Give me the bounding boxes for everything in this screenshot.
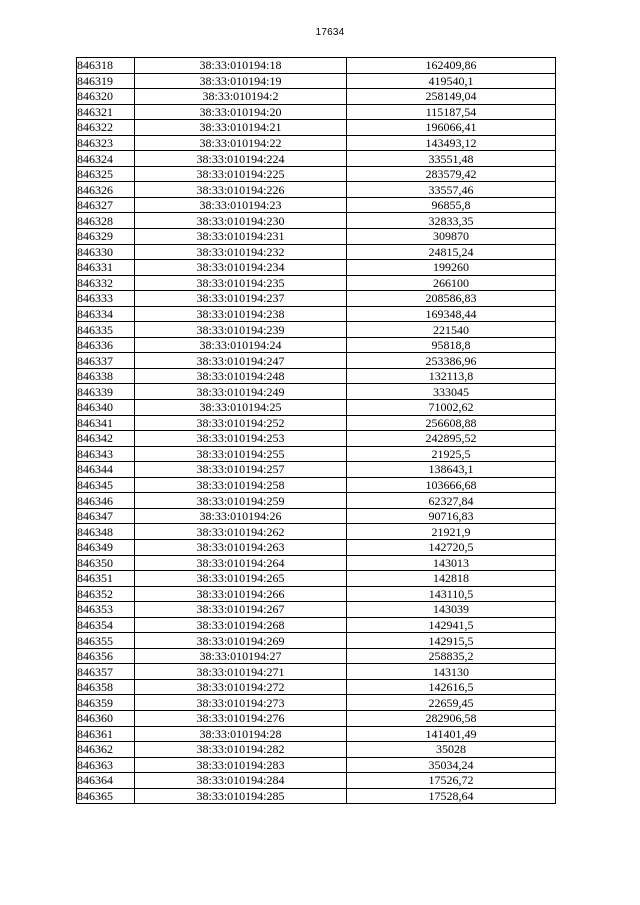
cadastral-number-cell: 38:33:010194:271 (135, 664, 347, 680)
cadastral-number-cell: 38:33:010194:248 (135, 368, 347, 384)
table-row (77, 679, 556, 695)
cadastral-value-cell: 242895,52 (347, 431, 556, 447)
row-number-cell: 846343 (77, 446, 135, 462)
row-number-cell: 846327 (77, 197, 135, 213)
cadastral-value-cell: 21921,9 (347, 524, 556, 540)
cadastral-number-cell: 38:33:010194:283 (135, 757, 347, 773)
cadastral-value-cell: 258835,2 (347, 648, 556, 664)
row-number-cell: 846331 (77, 260, 135, 276)
cadastral-number-cell: 38:33:010194:19 (135, 73, 347, 89)
cadastral-number-cell: 38:33:010194:266 (135, 586, 347, 602)
cadastral-value-cell: 143039 (347, 602, 556, 618)
table-row (77, 260, 556, 276)
cadastral-number-cell: 38:33:010194:237 (135, 291, 347, 307)
cadastral-value-cell: 282906,58 (347, 710, 556, 726)
row-number-cell: 846330 (77, 244, 135, 260)
cadastral-value-cell: 143110,5 (347, 586, 556, 602)
row-number-cell: 846344 (77, 462, 135, 478)
row-number-cell: 846346 (77, 493, 135, 509)
table-row (77, 368, 556, 384)
cadastral-number-cell: 38:33:010194:273 (135, 695, 347, 711)
cadastral-number-cell: 38:33:010194:253 (135, 431, 347, 447)
table-row (77, 229, 556, 245)
cadastral-value-cell: 35028 (347, 742, 556, 758)
cadastral-number-cell: 38:33:010194:285 (135, 788, 347, 804)
cadastral-number-cell: 38:33:010194:225 (135, 166, 347, 182)
row-number-cell: 846364 (77, 773, 135, 789)
table-row (77, 726, 556, 742)
table-row (77, 244, 556, 260)
row-number-cell: 846363 (77, 757, 135, 773)
cadastral-value-table (76, 57, 556, 804)
row-number-cell: 846360 (77, 710, 135, 726)
cadastral-value-cell: 208586,83 (347, 291, 556, 307)
row-number-cell: 846340 (77, 400, 135, 416)
table-row (77, 555, 556, 571)
table-row (77, 135, 556, 151)
row-number-cell: 846357 (77, 664, 135, 680)
cadastral-number-cell: 38:33:010194:258 (135, 477, 347, 493)
cadastral-number-cell: 38:33:010194:27 (135, 648, 347, 664)
cadastral-number-cell: 38:33:010194:21 (135, 120, 347, 136)
cadastral-value-cell: 142818 (347, 571, 556, 587)
cadastral-value-cell: 17528,64 (347, 788, 556, 804)
cadastral-number-cell: 38:33:010194:238 (135, 306, 347, 322)
cadastral-value-cell: 132113,8 (347, 368, 556, 384)
cadastral-number-cell: 38:33:010194:28 (135, 726, 347, 742)
row-number-cell: 846332 (77, 275, 135, 291)
row-number-cell: 846319 (77, 73, 135, 89)
cadastral-number-cell: 38:33:010194:268 (135, 617, 347, 633)
row-number-cell: 846361 (77, 726, 135, 742)
cadastral-value-cell: 199260 (347, 260, 556, 276)
table-row (77, 602, 556, 618)
row-number-cell: 846351 (77, 571, 135, 587)
cadastral-number-cell: 38:33:010194:232 (135, 244, 347, 260)
cadastral-value-cell: 138643,1 (347, 462, 556, 478)
cadastral-value-cell: 71002,62 (347, 400, 556, 416)
table-body (77, 58, 556, 804)
cadastral-value-cell: 115187,54 (347, 104, 556, 120)
cadastral-value-cell: 96855,8 (347, 197, 556, 213)
table-row (77, 384, 556, 400)
table-row (77, 539, 556, 555)
row-number-cell: 846348 (77, 524, 135, 540)
table-row (77, 788, 556, 804)
cadastral-value-cell: 22659,45 (347, 695, 556, 711)
cadastral-value-cell: 196066,41 (347, 120, 556, 136)
cadastral-number-cell: 38:33:010194:2 (135, 89, 347, 105)
table-row (77, 415, 556, 431)
cadastral-number-cell: 38:33:010194:259 (135, 493, 347, 509)
table-row (77, 710, 556, 726)
cadastral-number-cell: 38:33:010194:20 (135, 104, 347, 120)
cadastral-number-cell: 38:33:010194:257 (135, 462, 347, 478)
row-number-cell: 846321 (77, 104, 135, 120)
table-row (77, 493, 556, 509)
row-number-cell: 846352 (77, 586, 135, 602)
cadastral-value-cell: 24815,24 (347, 244, 556, 260)
cadastral-number-cell: 38:33:010194:272 (135, 679, 347, 695)
table-row (77, 337, 556, 353)
cadastral-number-cell: 38:33:010194:226 (135, 182, 347, 198)
cadastral-value-cell: 17526,72 (347, 773, 556, 789)
cadastral-number-cell: 38:33:010194:224 (135, 151, 347, 167)
table-row (77, 648, 556, 664)
cadastral-value-cell: 169348,44 (347, 306, 556, 322)
row-number-cell: 846336 (77, 337, 135, 353)
row-number-cell: 846349 (77, 539, 135, 555)
cadastral-number-cell: 38:33:010194:239 (135, 322, 347, 338)
cadastral-value-cell: 419540,1 (347, 73, 556, 89)
cadastral-value-cell: 266100 (347, 275, 556, 291)
cadastral-value-cell: 142941,5 (347, 617, 556, 633)
table-row (77, 306, 556, 322)
row-number-cell: 846358 (77, 679, 135, 695)
table-row (77, 508, 556, 524)
cadastral-number-cell: 38:33:010194:284 (135, 773, 347, 789)
table-row (77, 462, 556, 478)
row-number-cell: 846320 (77, 89, 135, 105)
table-row (77, 213, 556, 229)
table-row (77, 322, 556, 338)
cadastral-value-cell: 142720,5 (347, 539, 556, 555)
row-number-cell: 846323 (77, 135, 135, 151)
cadastral-value-cell: 143013 (347, 555, 556, 571)
cadastral-value-cell: 256608,88 (347, 415, 556, 431)
cadastral-number-cell: 38:33:010194:235 (135, 275, 347, 291)
row-number-cell: 846318 (77, 58, 135, 74)
cadastral-value-cell: 221540 (347, 322, 556, 338)
row-number-cell: 846338 (77, 368, 135, 384)
row-number-cell: 846347 (77, 508, 135, 524)
row-number-cell: 846341 (77, 415, 135, 431)
cadastral-number-cell: 38:33:010194:26 (135, 508, 347, 524)
table-row (77, 477, 556, 493)
cadastral-number-cell: 38:33:010194:252 (135, 415, 347, 431)
cadastral-number-cell: 38:33:010194:262 (135, 524, 347, 540)
table-row (77, 431, 556, 447)
cadastral-value-cell: 142616,5 (347, 679, 556, 695)
row-number-cell: 846359 (77, 695, 135, 711)
cadastral-value-cell: 62327,84 (347, 493, 556, 509)
cadastral-number-cell: 38:33:010194:234 (135, 260, 347, 276)
cadastral-number-cell: 38:33:010194:282 (135, 742, 347, 758)
row-number-cell: 846362 (77, 742, 135, 758)
cadastral-value-cell: 103666,68 (347, 477, 556, 493)
table-row (77, 182, 556, 198)
cadastral-number-cell: 38:33:010194:265 (135, 571, 347, 587)
table-row (77, 151, 556, 167)
cadastral-value-cell: 333045 (347, 384, 556, 400)
cadastral-value-cell: 32833,35 (347, 213, 556, 229)
cadastral-value-cell: 309870 (347, 229, 556, 245)
cadastral-number-cell: 38:33:010194:231 (135, 229, 347, 245)
cadastral-number-cell: 38:33:010194:24 (135, 337, 347, 353)
cadastral-value-cell: 258149,04 (347, 89, 556, 105)
cadastral-number-cell: 38:33:010194:22 (135, 135, 347, 151)
table-row (77, 291, 556, 307)
table-row (77, 664, 556, 680)
cadastral-value-cell: 283579,42 (347, 166, 556, 182)
row-number-cell: 846353 (77, 602, 135, 618)
cadastral-value-cell: 33557,46 (347, 182, 556, 198)
table-row (77, 275, 556, 291)
table-row (77, 757, 556, 773)
cadastral-value-cell: 141401,49 (347, 726, 556, 742)
row-number-cell: 846324 (77, 151, 135, 167)
table-row (77, 353, 556, 369)
cadastral-value-cell: 143130 (347, 664, 556, 680)
cadastral-number-cell: 38:33:010194:255 (135, 446, 347, 462)
table-row (77, 633, 556, 649)
cadastral-number-cell: 38:33:010194:23 (135, 197, 347, 213)
cadastral-value-cell: 90716,83 (347, 508, 556, 524)
row-number-cell: 846329 (77, 229, 135, 245)
row-number-cell: 846325 (77, 166, 135, 182)
cadastral-value-cell: 162409,86 (347, 58, 556, 74)
table-row (77, 586, 556, 602)
row-number-cell: 846335 (77, 322, 135, 338)
row-number-cell: 846328 (77, 213, 135, 229)
row-number-cell: 846337 (77, 353, 135, 369)
table-row (77, 197, 556, 213)
table-row (77, 446, 556, 462)
page-number: 17634 (315, 27, 345, 38)
cadastral-value-cell: 33551,48 (347, 151, 556, 167)
cadastral-number-cell: 38:33:010194:18 (135, 58, 347, 74)
cadastral-value-cell: 143493,12 (347, 135, 556, 151)
row-number-cell: 846326 (77, 182, 135, 198)
cadastral-number-cell: 38:33:010194:263 (135, 539, 347, 555)
table-row (77, 571, 556, 587)
row-number-cell: 846339 (77, 384, 135, 400)
cadastral-number-cell: 38:33:010194:269 (135, 633, 347, 649)
row-number-cell: 846350 (77, 555, 135, 571)
row-number-cell: 846354 (77, 617, 135, 633)
table-row (77, 120, 556, 136)
row-number-cell: 846334 (77, 306, 135, 322)
table-row (77, 89, 556, 105)
table-row (77, 695, 556, 711)
cadastral-number-cell: 38:33:010194:276 (135, 710, 347, 726)
table-row (77, 73, 556, 89)
row-number-cell: 846333 (77, 291, 135, 307)
table-row (77, 400, 556, 416)
cadastral-number-cell: 38:33:010194:264 (135, 555, 347, 571)
row-number-cell: 846355 (77, 633, 135, 649)
table-row (77, 166, 556, 182)
cadastral-value-cell: 253386,96 (347, 353, 556, 369)
table-row (77, 773, 556, 789)
row-number-cell: 846356 (77, 648, 135, 664)
table-row (77, 58, 556, 74)
cadastral-number-cell: 38:33:010194:247 (135, 353, 347, 369)
cadastral-number-cell: 38:33:010194:267 (135, 602, 347, 618)
row-number-cell: 846345 (77, 477, 135, 493)
cadastral-value-cell: 95818,8 (347, 337, 556, 353)
cadastral-value-cell: 142915,5 (347, 633, 556, 649)
row-number-cell: 846322 (77, 120, 135, 136)
cadastral-number-cell: 38:33:010194:230 (135, 213, 347, 229)
cadastral-value-cell: 21925,5 (347, 446, 556, 462)
table-row (77, 617, 556, 633)
table-row (77, 742, 556, 758)
row-number-cell: 846342 (77, 431, 135, 447)
cadastral-number-cell: 38:33:010194:25 (135, 400, 347, 416)
table-row (77, 524, 556, 540)
row-number-cell: 846365 (77, 788, 135, 804)
cadastral-number-cell: 38:33:010194:249 (135, 384, 347, 400)
cadastral-value-cell: 35034,24 (347, 757, 556, 773)
table-row (77, 104, 556, 120)
